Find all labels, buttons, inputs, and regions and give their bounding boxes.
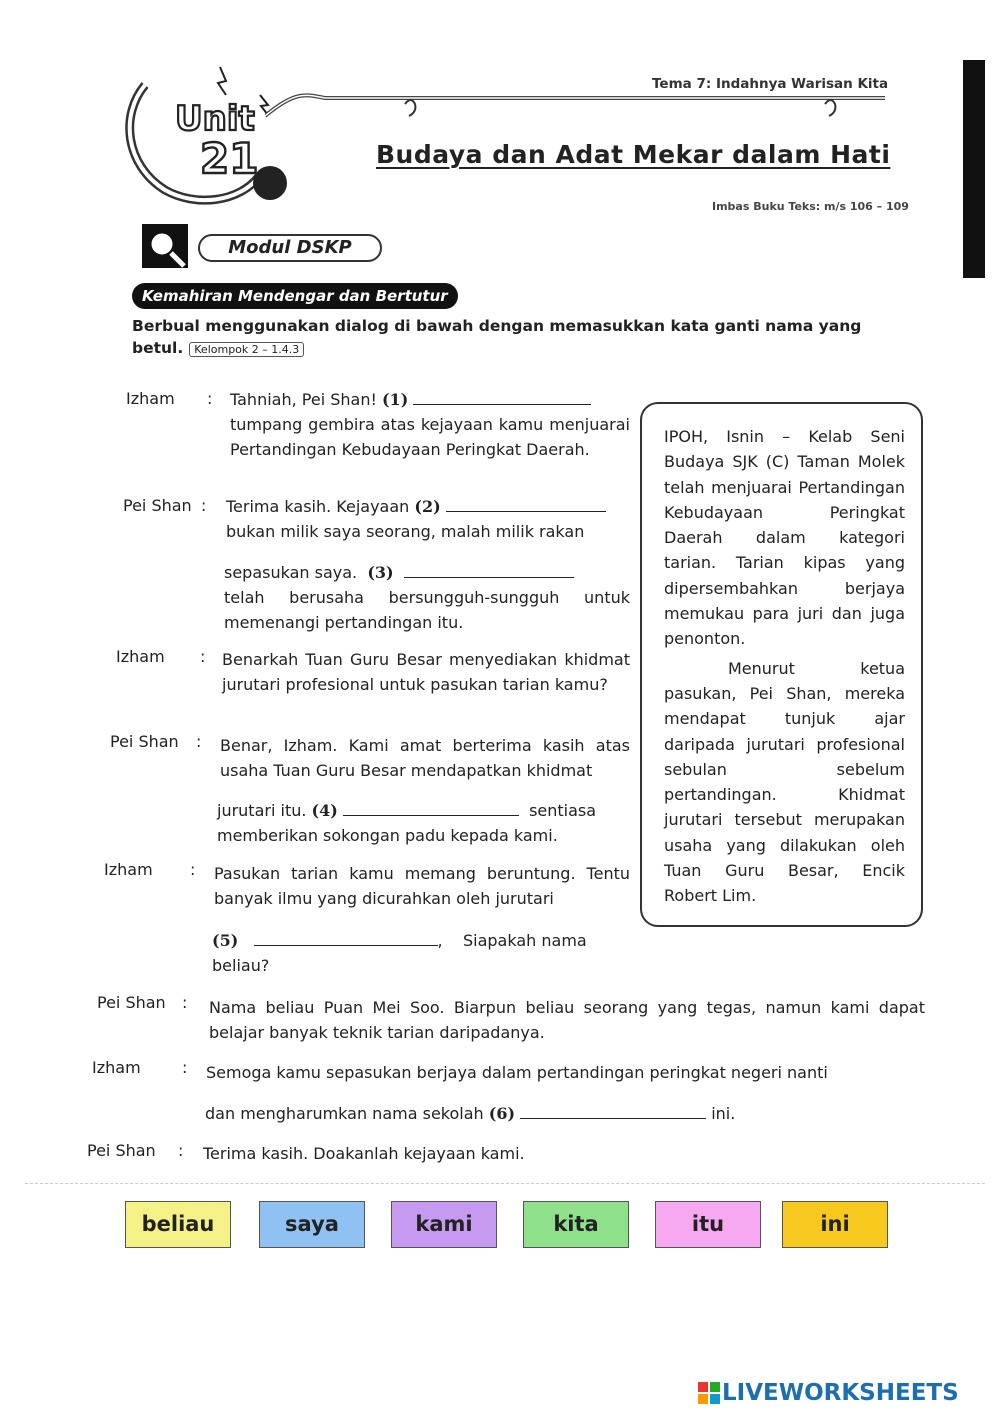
unit-badge	[120, 55, 290, 205]
news-paragraph-1: IPOH, Isnin – Kelab Seni Budaya SJK (C) Taman Molek telah menjuarai Pertandingan Kebudayaan Peringkat Daerah dalam kategori tarian. Tarian kipas yang dipersembahkan berjaya memukau para juri dan juga penonton.	[664, 427, 905, 649]
dialogue-line-4b: jurutari itu. (4) sentiasa	[217, 801, 597, 820]
colon: :	[178, 1141, 184, 1160]
blank-2-input[interactable]	[446, 498, 606, 512]
blank-number-2: (2)	[414, 497, 441, 516]
blank-6-input[interactable]	[520, 1105, 706, 1119]
blank-5-input[interactable]	[254, 932, 438, 946]
colon: :	[201, 496, 207, 515]
colon: :	[182, 993, 188, 1012]
dialogue-line-2c: sepasukan saya. (3)	[224, 560, 630, 585]
answer-chip-saya[interactable]: saya	[259, 1201, 365, 1248]
answer-chip-itu[interactable]: itu	[655, 1201, 761, 1248]
dialogue-line-3: Benarkah Tuan Guru Besar menyediakan khidmat jurutari profesional untuk pasukan tarian kamu?	[222, 650, 630, 694]
magnifier-icon	[140, 222, 190, 270]
dialogue-line-4d: memberikan sokongan padu kepada kami.	[217, 826, 558, 845]
blank-number-1: (1)	[381, 390, 409, 409]
skill-heading: Kemahiran Mendengar dan Bertutur	[132, 283, 458, 309]
dialogue-line-5b: (5) , Siapakah nama	[212, 931, 587, 950]
answer-chip-kita[interactable]: kita	[523, 1201, 629, 1248]
colon: :	[207, 389, 213, 408]
dialogue-line-2: Terima kasih. Kejayaan (2)	[226, 494, 630, 519]
theme-title: Tema 7: Indahnya Warisan Kita	[652, 76, 889, 92]
instruction: Berbual menggunakan dialog di bawah dengan memasukkan kata ganti nama yang betul. Kelompok 2 – 1.4.3	[132, 317, 862, 357]
blank-number-5: (5)	[212, 931, 239, 950]
colon: :	[190, 860, 196, 879]
colon: :	[182, 1058, 188, 1077]
scan-edge-bar	[963, 60, 985, 278]
listening-line-decoration	[265, 86, 890, 126]
dialogue-line-1b: tumpang gembira atas kejayaan kamu menjuarai Pertandingan Kebudayaan Peringkat Daerah.	[230, 415, 630, 459]
news-article-box	[640, 402, 923, 927]
speaker-izham-4: Izham	[92, 1058, 141, 1077]
brand-name: LIVEWORKSHEETS	[722, 1380, 959, 1406]
logo-mark-icon	[698, 1382, 720, 1404]
news-paragraph-2: Menurut ketua pasukan, Pei Shan, mereka mendapat tunjuk ajar daripada jurutari profesional sebulan sebelum pertandingan. Khidmat jurutari tersebut merupakan usaha yang dilakukan oleh Tuan Guru Besar, Encik Robert Lim.	[664, 658, 905, 906]
colon: :	[196, 732, 202, 751]
dialogue-line-2b: bukan milik saya seorang, malah milik rakan	[226, 522, 585, 541]
blank-3-input[interactable]	[404, 564, 574, 578]
dialogue-line-6: Nama beliau Puan Mei Soo. Biarpun beliau seorang yang tegas, namun kami dapat belajar banyak teknik tarian daripadanya.	[209, 998, 925, 1042]
liveworksheets-logo[interactable]	[698, 1380, 959, 1406]
speaker-pei-shan-3: Pei Shan	[97, 993, 166, 1012]
dialogue-line-8: Terima kasih. Doakanlah kejayaan kami.	[203, 1144, 525, 1163]
dialogue-line-5: Pasukan tarian kamu memang beruntung. Tentu banyak ilmu yang dicurahkan oleh jurutari	[214, 864, 630, 908]
speaker-izham-3: Izham	[104, 860, 153, 879]
dialogue-line-7: Semoga kamu sepasukan berjaya dalam pertandingan peringkat negeri nanti	[206, 1063, 828, 1082]
answer-chip-kami[interactable]: kami	[391, 1201, 497, 1248]
speaker-izham-1: Izham	[126, 389, 175, 408]
dialogue-line-5c: beliau?	[212, 956, 270, 975]
blank-number-4: (4)	[311, 801, 338, 820]
speaker-pei-shan-2: Pei Shan	[110, 732, 179, 751]
unit-number: 21	[200, 134, 259, 183]
dialogue-line-2d: telah berusaha bersungguh-sungguh untuk memenangi pertandingan itu.	[224, 588, 630, 632]
dialogue-line-7b: dan mengharumkan nama sekolah (6) ini.	[205, 1104, 736, 1123]
page-title: Budaya dan Adat Mekar dalam Hati	[376, 140, 891, 169]
dialogue-line-1: Tahniah, Pei Shan! (1)	[230, 387, 630, 412]
blank-number-6: (6)	[488, 1104, 516, 1123]
speaker-pei-shan-1: Pei Shan	[123, 496, 192, 515]
modul-dskp-label: Modul DSKP	[198, 234, 382, 262]
blank-4-input[interactable]	[343, 802, 519, 816]
answer-chip-ini[interactable]: ini	[782, 1201, 888, 1248]
colon: :	[200, 647, 206, 666]
blank-number-3: (3)	[367, 563, 394, 582]
unit-label: Unit	[175, 99, 255, 139]
speaker-pei-shan-4: Pei Shan	[87, 1141, 156, 1160]
answer-chip-beliau[interactable]: beliau	[125, 1201, 231, 1248]
blank-1-input[interactable]	[413, 391, 591, 405]
textbook-reference: Imbas Buku Teks: m/s 106 – 109	[712, 200, 909, 213]
dialogue-line-4: Benar, Izham. Kami amat berterima kasih atas usaha Tuan Guru Besar mendapatkan khidmat	[220, 736, 630, 780]
divider	[25, 1183, 985, 1184]
speaker-izham-2: Izham	[116, 647, 165, 666]
kelompok-reference: Kelompok 2 – 1.4.3	[189, 342, 304, 357]
